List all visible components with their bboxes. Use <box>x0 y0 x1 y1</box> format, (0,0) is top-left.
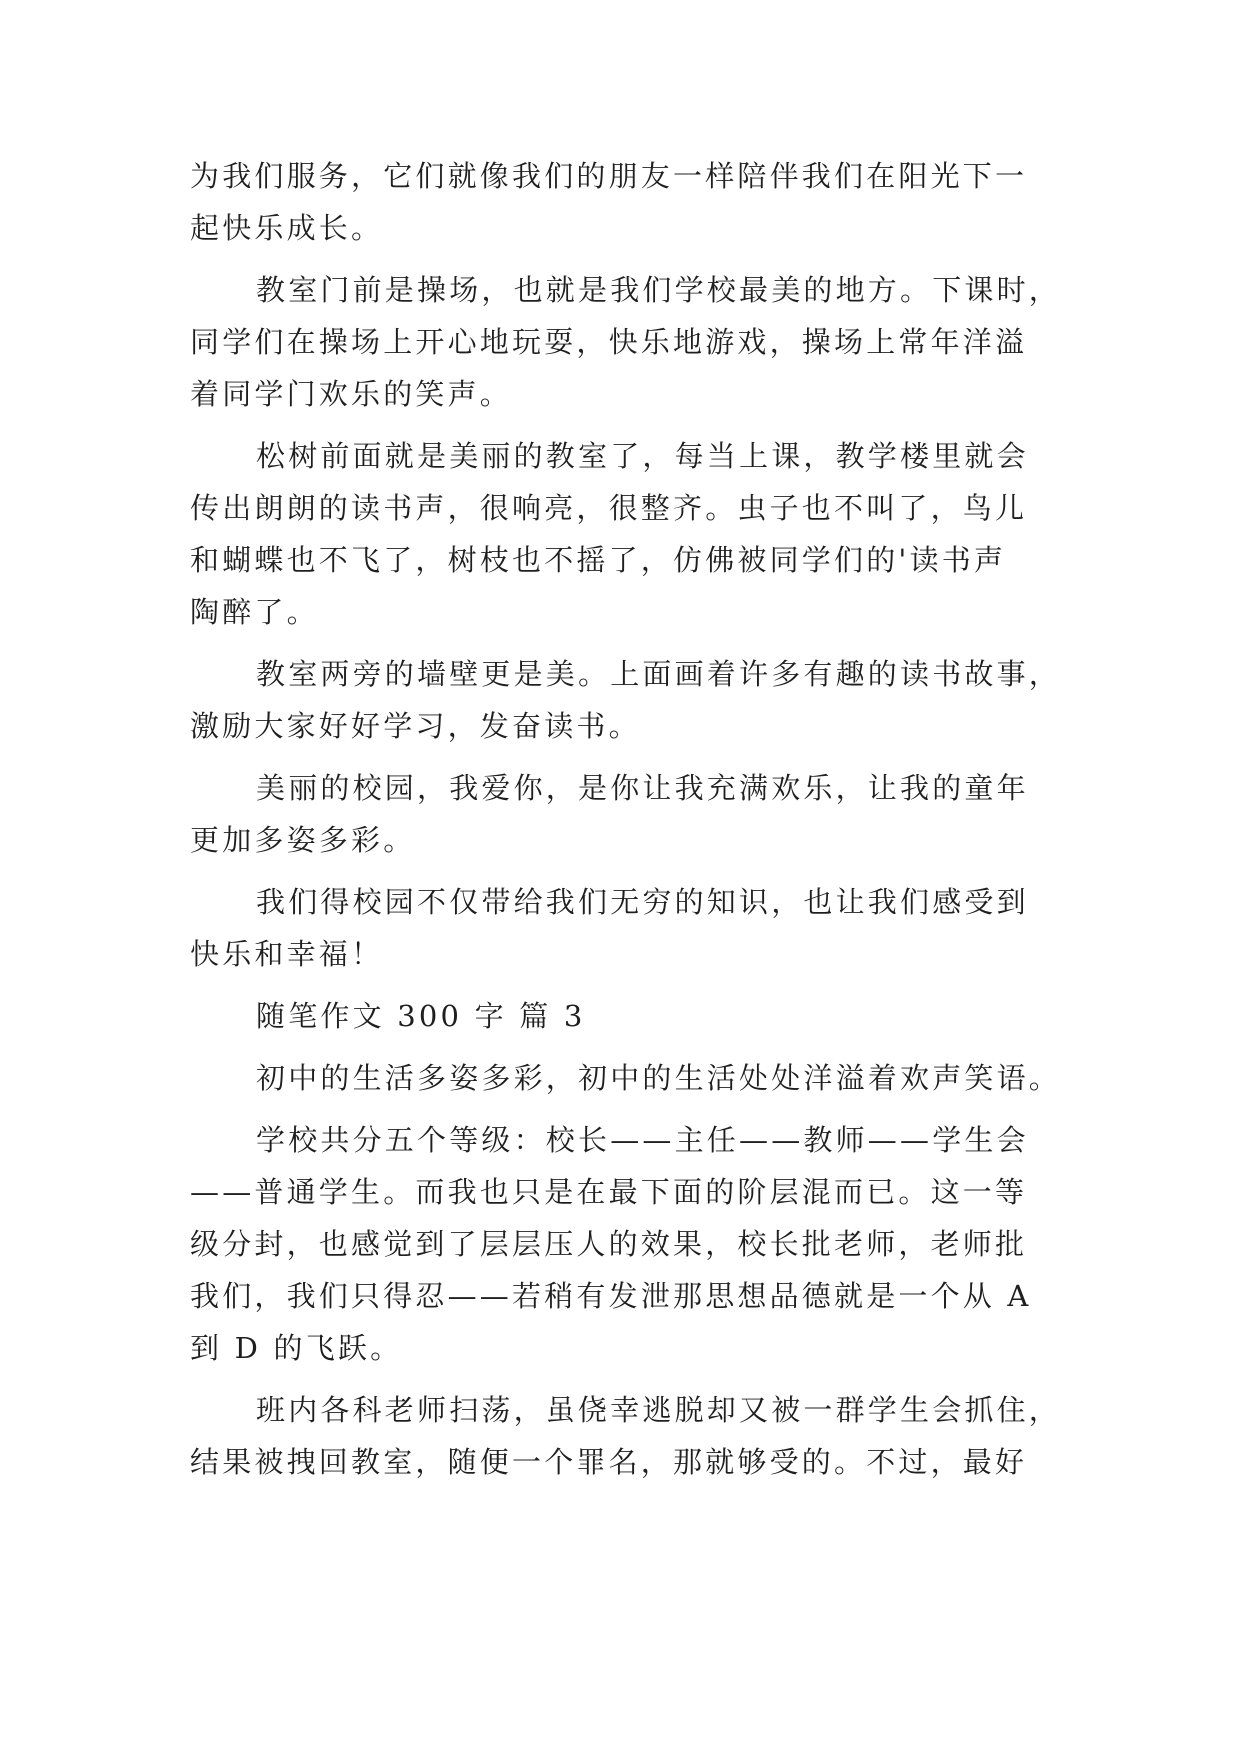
paragraph-start: 初中的生活多姿多彩，初中的生活处处洋溢着欢声笑语。 <box>256 1061 1062 1095</box>
text-line: 着同学门欢乐的笑声。 <box>190 377 513 411</box>
text-line: 更加多姿多彩。 <box>190 823 416 857</box>
paragraph-start: 教室两旁的墙壁更是美。上面画着许多有趣的读书故事， <box>256 657 1062 691</box>
paragraph-start: 学校共分五个等级：校长——主任——教师——学生会 <box>256 1123 1029 1157</box>
text-line: 和蝴蝶也不飞了，树枝也不摇了，仿佛被同学们的'读书声 <box>190 543 1007 577</box>
text-line: 结果被拽回教室，随便一个罪名，那就够受的。不过，最好 <box>190 1445 1028 1479</box>
section-heading: 随笔作文 300 字 篇 3 <box>256 999 586 1033</box>
text-line: 起快乐成长。 <box>190 211 384 245</box>
text-line: 为我们服务，它们就像我们的朋友一样陪伴我们在阳光下一 <box>190 159 1028 193</box>
text-line: 到 D 的飞跃。 <box>190 1331 403 1365</box>
paragraph-start: 松树前面就是美丽的教室了，每当上课，教学楼里就会 <box>256 439 1029 473</box>
paragraph-start: 教室门前是操场，也就是我们学校最美的地方。下课时， <box>256 273 1062 307</box>
text-line: 快乐和幸福！ <box>190 937 384 971</box>
paragraph-start: 我们得校园不仅带给我们无穷的知识，也让我们感受到 <box>256 885 1029 919</box>
text-line: 激励大家好好学习，发奋读书。 <box>190 709 641 743</box>
text-line: 陶醉了。 <box>190 595 319 629</box>
paragraph-start: 美丽的校园，我爱你，是你让我充满欢乐，让我的童年 <box>256 771 1029 805</box>
paragraph-start: 班内各科老师扫荡，虽侥幸逃脱却又被一群学生会抓住， <box>256 1393 1062 1427</box>
text-line: 同学们在操场上开心地玩耍，快乐地游戏，操场上常年洋溢 <box>190 325 1028 359</box>
text-line: ——普通学生。而我也只是在最下面的阶层混而已。这一等 <box>190 1175 1028 1209</box>
text-line: 级分封，也感觉到了层层压人的效果，校长批老师，老师批 <box>190 1227 1028 1261</box>
text-line: 我们，我们只得忍——若稍有发泄那思想品德就是一个从 A <box>190 1279 1032 1313</box>
text-line: 传出朗朗的读书声，很响亮，很整齐。虫子也不叫了，鸟儿 <box>190 491 1028 525</box>
